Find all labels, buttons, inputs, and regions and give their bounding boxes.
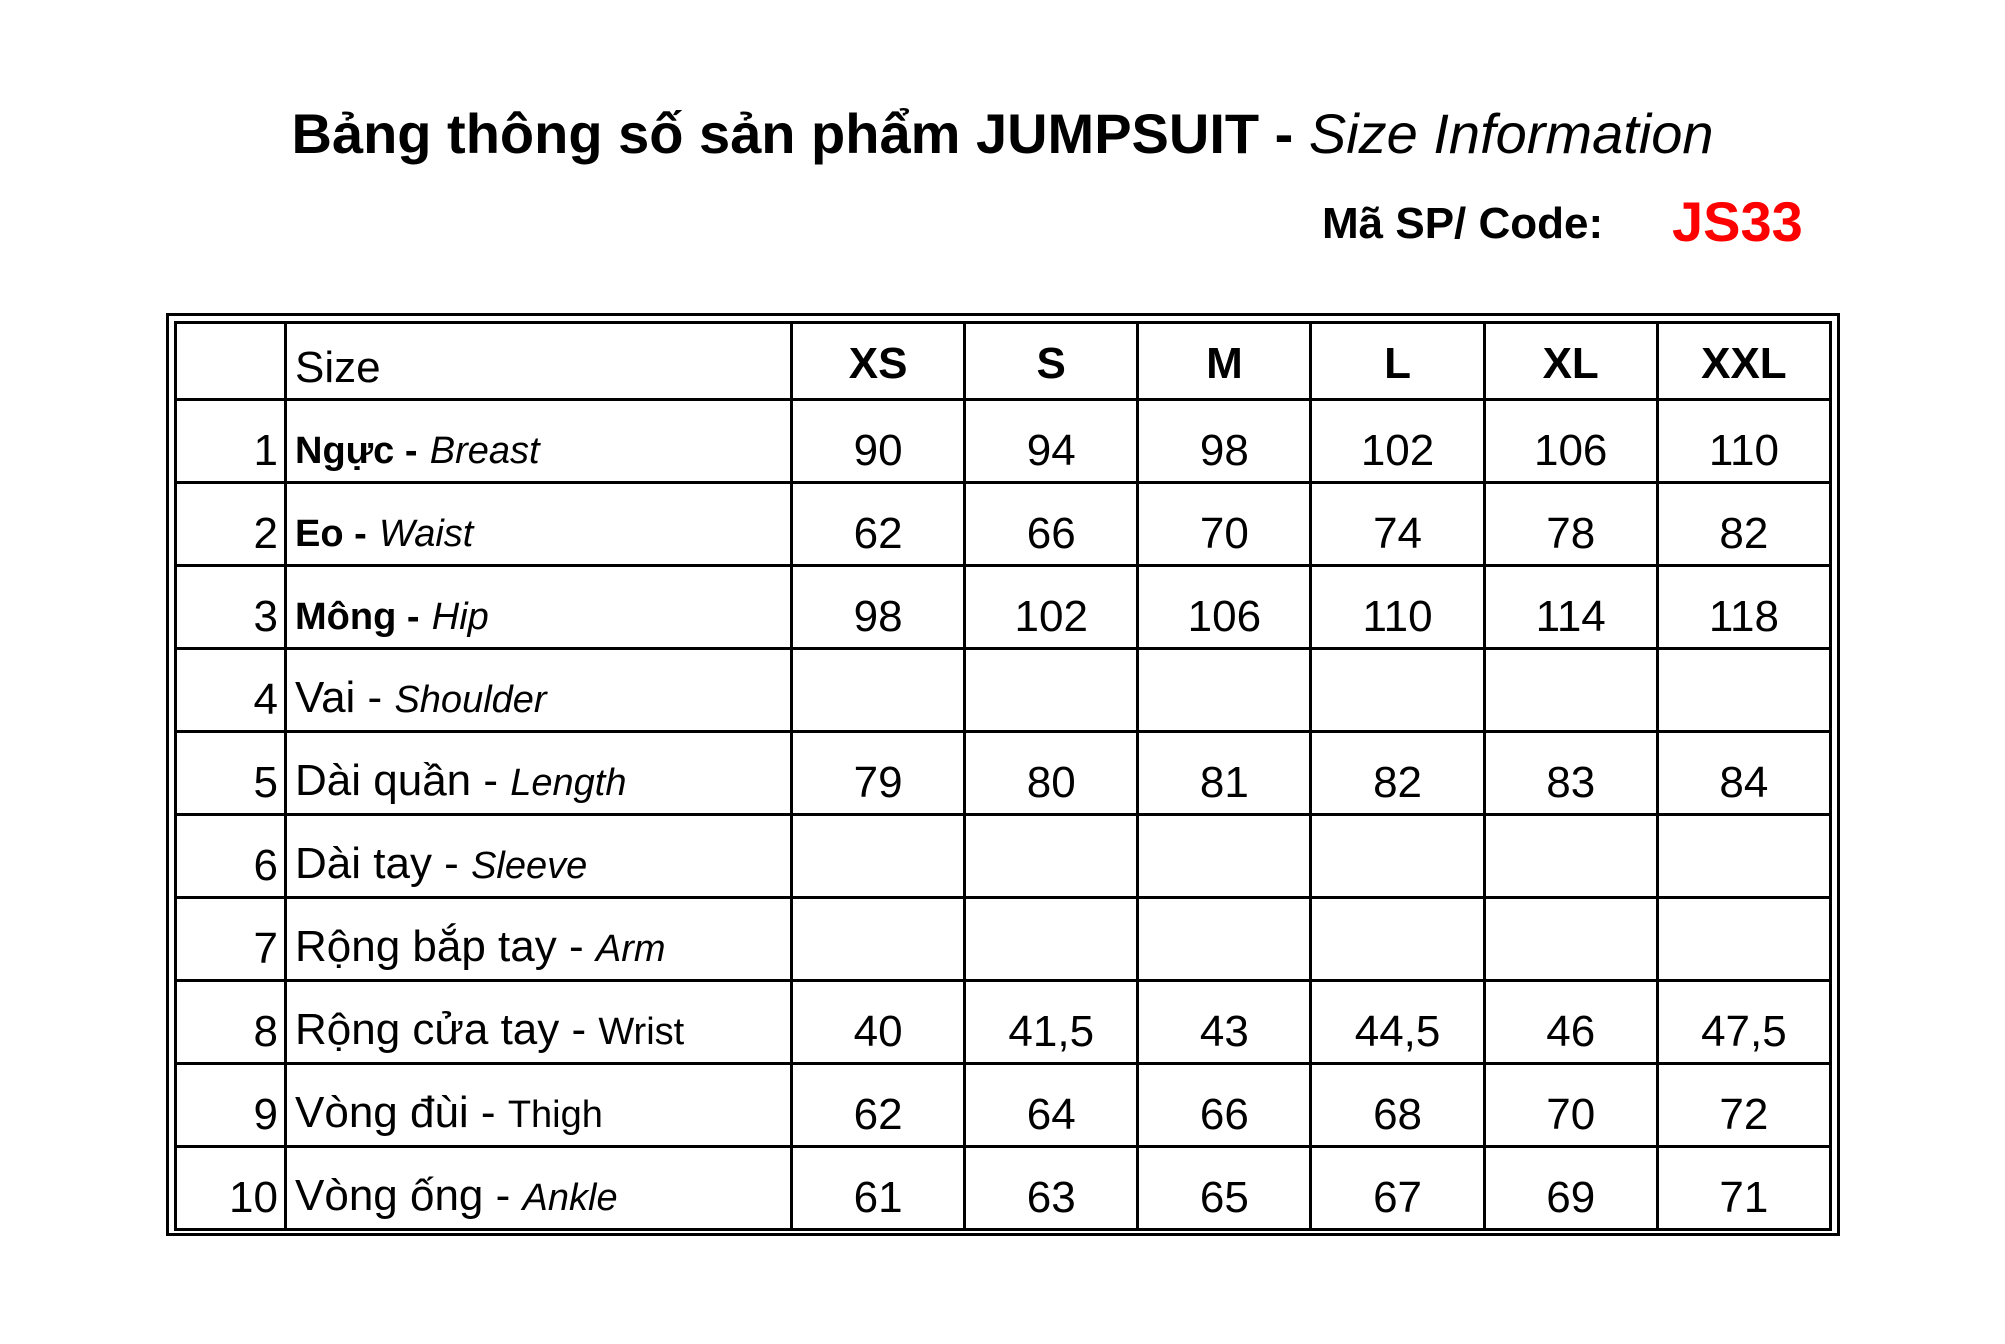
measurement-value: [1311, 898, 1484, 981]
measurement-value: [965, 649, 1138, 732]
product-code-label: Mã SP/ Code:: [1322, 199, 1604, 248]
measurement-value: 72: [1657, 1064, 1830, 1147]
measurement-value: 110: [1657, 400, 1830, 483]
measurement-value: 71: [1657, 1147, 1830, 1230]
measurement-value: [1484, 815, 1657, 898]
measurement-value: 84: [1657, 732, 1830, 815]
measurement-value: 61: [792, 1147, 965, 1230]
title-english: Size Information: [1308, 102, 1714, 165]
measurement-label: [286, 815, 792, 898]
measurement-value: 41,5: [965, 981, 1138, 1064]
measurement-value: 44,5: [1311, 981, 1484, 1064]
measurement-label: [286, 1064, 792, 1147]
measurement-value: 114: [1484, 566, 1657, 649]
row-number: 7: [176, 898, 286, 981]
table-row: [176, 400, 1831, 483]
measurement-name-english: Length: [510, 762, 627, 804]
measurement-value: 106: [1484, 400, 1657, 483]
measurement-value: 66: [1138, 1064, 1311, 1147]
table-row: [176, 1064, 1831, 1147]
measurement-name-vietnamese: Vai -: [295, 673, 383, 722]
table-row: [176, 483, 1831, 566]
measurement-value: 83: [1484, 732, 1657, 815]
measurement-value: [1311, 649, 1484, 732]
row-number: 9: [176, 1064, 286, 1147]
measurement-value: 98: [792, 566, 965, 649]
measurement-value: 110: [1311, 566, 1484, 649]
measurement-label: [286, 400, 792, 483]
measurement-value: 64: [965, 1064, 1138, 1147]
measurement-name-english: Breast: [429, 430, 540, 472]
measurement-name-english: Waist: [379, 513, 474, 555]
row-number: 10: [176, 1147, 286, 1230]
measurement-value: 80: [965, 732, 1138, 815]
measurement-value: 82: [1657, 483, 1830, 566]
size-header-xl: XL: [1484, 323, 1657, 400]
measurement-name-english: Wrist: [598, 1011, 685, 1053]
measurement-value: 66: [965, 483, 1138, 566]
measurement-value: 81: [1138, 732, 1311, 815]
measurement-name-english: Arm: [595, 928, 666, 970]
measurement-value: [965, 898, 1138, 981]
measurement-name-vietnamese: Eo -: [295, 513, 367, 555]
measurement-value: [1138, 649, 1311, 732]
measurement-value: [1311, 815, 1484, 898]
row-number: 6: [176, 815, 286, 898]
table-row: [176, 1147, 1831, 1230]
row-number: 2: [176, 483, 286, 566]
row-number: 8: [176, 981, 286, 1064]
table-row: [176, 566, 1831, 649]
table-row: [176, 649, 1831, 732]
measurement-name-vietnamese: Mông -: [295, 596, 420, 638]
measurement-value: 68: [1311, 1064, 1484, 1147]
measurement-name-vietnamese: Rộng cửa tay -: [295, 1005, 587, 1054]
measurement-value: 62: [792, 483, 965, 566]
size-table-frame: [166, 313, 1840, 1236]
measurement-name-english: Sleeve: [471, 845, 588, 887]
measurement-value: [792, 898, 965, 981]
measurement-value: 62: [792, 1064, 965, 1147]
measurement-label: [286, 483, 792, 566]
product-code-value: JS33: [1672, 190, 1803, 253]
measurement-value: [792, 815, 965, 898]
row-number: 1: [176, 400, 286, 483]
measurement-value: 70: [1484, 1064, 1657, 1147]
measurement-value: [1484, 898, 1657, 981]
measurement-name-vietnamese: Dài quần -: [295, 756, 499, 805]
header-number-cell: [176, 323, 286, 400]
measurement-value: 69: [1484, 1147, 1657, 1230]
table-row: [176, 815, 1831, 898]
measurement-name-vietnamese: Ngực -: [295, 430, 418, 472]
table-row: [176, 732, 1831, 815]
measurement-value: 63: [965, 1147, 1138, 1230]
measurement-value: 65: [1138, 1147, 1311, 1230]
measurement-name-vietnamese: Vòng đùi -: [295, 1088, 496, 1137]
header-size-label: Size: [286, 323, 792, 400]
measurement-name-english: Shoulder: [394, 679, 547, 721]
table-row: [176, 898, 1831, 981]
measurement-value: 40: [792, 981, 965, 1064]
measurement-value: [792, 649, 965, 732]
measurement-value: [1484, 649, 1657, 732]
measurement-name-english: Ankle: [522, 1177, 618, 1219]
measurement-label: [286, 1147, 792, 1230]
measurement-value: 43: [1138, 981, 1311, 1064]
measurement-value: 67: [1311, 1147, 1484, 1230]
measurement-value: [1657, 649, 1830, 732]
measurement-value: 79: [792, 732, 965, 815]
measurement-name-vietnamese: Rộng bắp tay -: [295, 922, 584, 971]
measurement-label: [286, 566, 792, 649]
row-number: 5: [176, 732, 286, 815]
table-row: [176, 981, 1831, 1064]
measurement-value: [1138, 898, 1311, 981]
measurement-value: [965, 815, 1138, 898]
measurement-value: 102: [1311, 400, 1484, 483]
size-header-row: [176, 323, 1831, 400]
measurement-name-vietnamese: Dài tay -: [295, 839, 459, 888]
measurement-value: 74: [1311, 483, 1484, 566]
measurement-value: 98: [1138, 400, 1311, 483]
size-header-xs: XS: [792, 323, 965, 400]
measurement-value: 106: [1138, 566, 1311, 649]
size-header-l: L: [1311, 323, 1484, 400]
size-header-s: S: [965, 323, 1138, 400]
measurement-label: [286, 732, 792, 815]
size-table-body: [176, 323, 1831, 1230]
measurement-value: [1657, 815, 1830, 898]
measurement-value: 82: [1311, 732, 1484, 815]
size-header-m: M: [1138, 323, 1311, 400]
size-table: [174, 321, 1832, 1231]
measurement-value: 70: [1138, 483, 1311, 566]
measurement-name-vietnamese: Vòng ống -: [295, 1171, 511, 1220]
measurement-value: 47,5: [1657, 981, 1830, 1064]
row-number: 4: [176, 649, 286, 732]
measurement-value: 94: [965, 400, 1138, 483]
page-title: [0, 96, 2005, 172]
measurement-label: [286, 649, 792, 732]
row-number: 3: [176, 566, 286, 649]
measurement-name-english: Hip: [431, 596, 489, 638]
measurement-value: 90: [792, 400, 965, 483]
measurement-label: [286, 898, 792, 981]
measurement-name-english: Thigh: [507, 1094, 603, 1136]
measurement-value: 46: [1484, 981, 1657, 1064]
measurement-label: [286, 981, 792, 1064]
measurement-value: 118: [1657, 566, 1830, 649]
size-header-xxl: XXL: [1657, 323, 1830, 400]
measurement-value: [1657, 898, 1830, 981]
measurement-value: 102: [965, 566, 1138, 649]
title-vietnamese: Bảng thông số sản phẩm JUMPSUIT -: [291, 102, 1294, 165]
measurement-value: [1138, 815, 1311, 898]
measurement-value: 78: [1484, 483, 1657, 566]
